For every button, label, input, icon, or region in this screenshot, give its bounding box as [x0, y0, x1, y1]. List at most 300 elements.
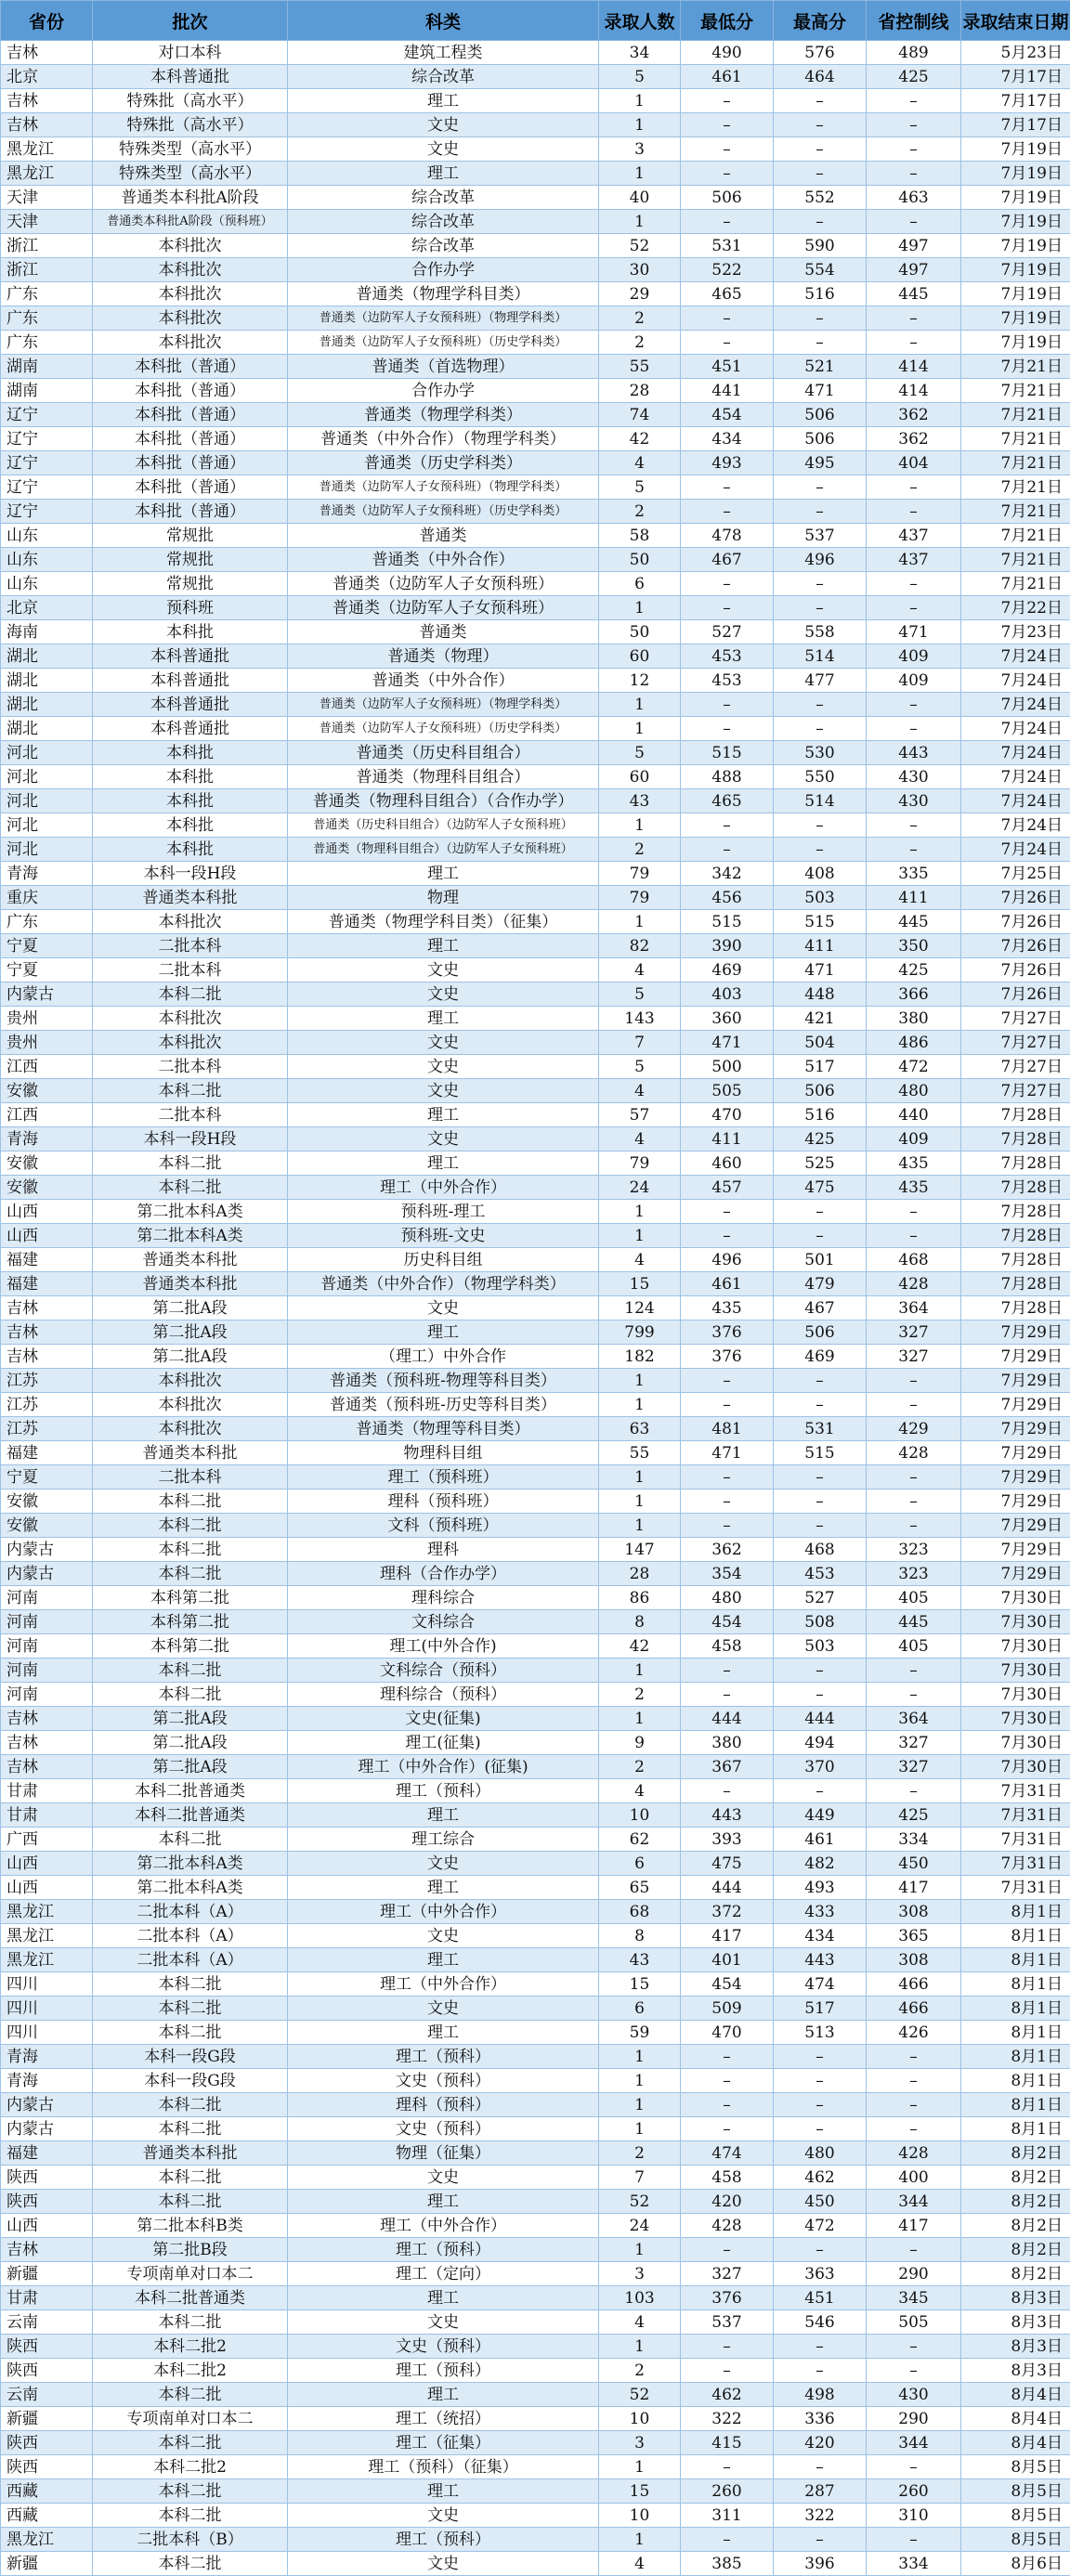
cell-admitted: 52: [599, 2383, 681, 2407]
cell-max-score: –: [774, 2069, 867, 2093]
cell-max-score: 521: [774, 355, 867, 379]
cell-province: 辽宁: [1, 500, 93, 524]
table-body: [1, 41, 1070, 2576]
cell-batch: 第二批A段: [93, 1731, 288, 1755]
cell-province: 安徽: [1, 1514, 93, 1538]
cell-admitted: 1: [599, 1393, 681, 1417]
cell-min-score: –: [681, 2528, 774, 2552]
cell-max-score: 517: [774, 1997, 867, 2021]
table-row: [1, 862, 1070, 886]
cell-category: 理科（预科）: [288, 2093, 599, 2117]
cell-province: 广东: [1, 282, 93, 306]
cell-batch: 本科一段G段: [93, 2069, 288, 2093]
table-row: [1, 2286, 1070, 2310]
cell-batch: 第二批B段: [93, 2238, 288, 2262]
cell-max-score: 396: [774, 2552, 867, 2576]
cell-control-line: 428: [867, 2141, 961, 2166]
cell-end-date: 7月31日: [961, 1852, 1070, 1876]
cell-max-score: 530: [774, 741, 867, 765]
cell-province: 贵州: [1, 1007, 93, 1031]
cell-category: 理工: [288, 2190, 599, 2214]
cell-max-score: 525: [774, 1151, 867, 1176]
cell-min-score: 478: [681, 524, 774, 548]
cell-province: 青海: [1, 2069, 93, 2093]
cell-max-score: 554: [774, 258, 867, 282]
cell-min-score: 465: [681, 789, 774, 813]
cell-control-line: 417: [867, 1876, 961, 1900]
cell-control-line: –: [867, 1779, 961, 1803]
cell-end-date: 7月28日: [961, 1127, 1070, 1151]
cell-batch: 本科二批2: [93, 2455, 288, 2479]
cell-control-line: 365: [867, 1924, 961, 1948]
cell-category: 理工: [288, 2383, 599, 2407]
cell-admitted: 1: [599, 1707, 681, 1731]
cell-category: 物理科目组: [288, 1441, 599, 1465]
cell-admitted: 1: [599, 2238, 681, 2262]
cell-province: 山东: [1, 572, 93, 596]
cell-admitted: 6: [599, 1852, 681, 1876]
cell-control-line: 497: [867, 258, 961, 282]
table-row: [1, 1127, 1070, 1151]
cell-max-score: –: [774, 1683, 867, 1707]
cell-admitted: 5: [599, 1055, 681, 1079]
cell-min-score: 453: [681, 669, 774, 693]
cell-province: 吉林: [1, 113, 93, 137]
cell-control-line: –: [867, 2069, 961, 2093]
cell-category: 普通类: [288, 620, 599, 644]
cell-max-score: –: [774, 2359, 867, 2383]
cell-min-score: 367: [681, 1755, 774, 1779]
cell-end-date: 8月2日: [961, 2141, 1070, 2166]
cell-max-score: 471: [774, 379, 867, 403]
cell-province: 内蒙古: [1, 1562, 93, 1586]
cell-control-line: –: [867, 331, 961, 355]
cell-min-score: 393: [681, 1828, 774, 1852]
cell-batch: 本科二批: [93, 1490, 288, 1514]
table-row: [1, 1103, 1070, 1127]
cell-batch: 本科二批普通类: [93, 2286, 288, 2310]
cell-admitted: 3: [599, 2262, 681, 2286]
cell-max-score: 464: [774, 65, 867, 89]
cell-max-score: –: [774, 1465, 867, 1490]
cell-end-date: 7月24日: [961, 789, 1070, 813]
cell-province: 北京: [1, 596, 93, 620]
cell-control-line: 345: [867, 2286, 961, 2310]
cell-control-line: –: [867, 1490, 961, 1514]
cell-province: 黑龙江: [1, 137, 93, 162]
cell-end-date: 7月26日: [961, 958, 1070, 982]
cell-category: 文史: [288, 2504, 599, 2528]
cell-control-line: 350: [867, 934, 961, 958]
cell-end-date: 7月21日: [961, 451, 1070, 475]
cell-end-date: 7月28日: [961, 1176, 1070, 1200]
cell-control-line: 290: [867, 2262, 961, 2286]
cell-category: 文科（预科班）: [288, 1514, 599, 1538]
cell-province: 山东: [1, 524, 93, 548]
cell-admitted: 3: [599, 137, 681, 162]
cell-admitted: 29: [599, 282, 681, 306]
cell-batch: 本科普通批: [93, 717, 288, 741]
cell-max-score: 495: [774, 451, 867, 475]
cell-province: 西藏: [1, 2479, 93, 2504]
table-row: [1, 2431, 1070, 2455]
cell-end-date: 7月29日: [961, 1562, 1070, 1586]
cell-max-score: –: [774, 1779, 867, 1803]
cell-batch: 第二批A段: [93, 1321, 288, 1345]
table-row: [1, 1441, 1070, 1465]
cell-admitted: 79: [599, 862, 681, 886]
cell-control-line: 468: [867, 1248, 961, 1272]
cell-category: 文史: [288, 1031, 599, 1055]
cell-min-score: –: [681, 572, 774, 596]
cell-min-score: 469: [681, 958, 774, 982]
cell-end-date: 7月30日: [961, 1731, 1070, 1755]
cell-category: 综合改革: [288, 210, 599, 234]
table-row: [1, 1683, 1070, 1707]
cell-admitted: 1: [599, 2069, 681, 2093]
cell-end-date: 7月19日: [961, 137, 1070, 162]
cell-batch: 二批本科（A）: [93, 1924, 288, 1948]
cell-category: 文史: [288, 1055, 599, 1079]
cell-admitted: 6: [599, 1997, 681, 2021]
cell-admitted: 10: [599, 1803, 681, 1828]
cell-max-score: 420: [774, 2431, 867, 2455]
cell-min-score: –: [681, 2359, 774, 2383]
cell-min-score: 376: [681, 2286, 774, 2310]
table-row: [1, 1151, 1070, 1176]
cell-batch: 普通类本科批: [93, 1248, 288, 1272]
cell-admitted: 74: [599, 403, 681, 427]
cell-min-score: –: [681, 2335, 774, 2359]
cell-province: 湖北: [1, 717, 93, 741]
cell-end-date: 5月23日: [961, 41, 1070, 65]
cell-max-score: –: [774, 596, 867, 620]
cell-end-date: 7月27日: [961, 1007, 1070, 1031]
cell-batch: 本科二批2: [93, 2359, 288, 2383]
cell-batch: 本科二批: [93, 1683, 288, 1707]
cell-batch: 本科二批: [93, 2190, 288, 2214]
cell-control-line: 430: [867, 789, 961, 813]
cell-batch: 本科一段H段: [93, 862, 288, 886]
table-row: [1, 669, 1070, 693]
cell-batch: 普通类本科批: [93, 2141, 288, 2166]
cell-province: 江苏: [1, 1369, 93, 1393]
cell-end-date: 7月29日: [961, 1369, 1070, 1393]
cell-min-score: 470: [681, 2021, 774, 2045]
cell-province: 贵州: [1, 1031, 93, 1055]
cell-end-date: 8月1日: [961, 2021, 1070, 2045]
cell-control-line: –: [867, 1514, 961, 1538]
table-row: [1, 2383, 1070, 2407]
cell-batch: 本科二批: [93, 2504, 288, 2528]
cell-batch: 本科普通批: [93, 693, 288, 717]
cell-max-score: 322: [774, 2504, 867, 2528]
cell-max-score: –: [774, 113, 867, 137]
cell-province: 吉林: [1, 1707, 93, 1731]
cell-max-score: –: [774, 137, 867, 162]
cell-end-date: 8月1日: [961, 2045, 1070, 2069]
table-row: [1, 186, 1070, 210]
cell-batch: 本科第二批: [93, 1610, 288, 1634]
table-row: [1, 765, 1070, 789]
cell-admitted: 57: [599, 1103, 681, 1127]
cell-province: 山西: [1, 1200, 93, 1224]
cell-batch: 普通类本科批: [93, 1441, 288, 1465]
cell-end-date: 7月21日: [961, 355, 1070, 379]
cell-batch: 普通类本科批A阶段（预科班）: [93, 210, 288, 234]
cell-end-date: 7月17日: [961, 113, 1070, 137]
cell-province: 安徽: [1, 1151, 93, 1176]
table-row: [1, 934, 1070, 958]
table-row: [1, 2504, 1070, 2528]
cell-category: 理工（预科）: [288, 2359, 599, 2383]
cell-batch: 普通类本科批: [93, 1272, 288, 1296]
cell-end-date: 8月4日: [961, 2407, 1070, 2431]
cell-max-score: 450: [774, 2190, 867, 2214]
cell-max-score: 537: [774, 524, 867, 548]
header-end-date: 录取结束日期: [961, 1, 1070, 41]
cell-admitted: 1: [599, 1224, 681, 1248]
cell-batch: 常规批: [93, 524, 288, 548]
table-row: [1, 1659, 1070, 1683]
cell-category: 普通类（历史科目组合）（边防军人子女预科班）: [288, 813, 599, 838]
cell-admitted: 40: [599, 186, 681, 210]
cell-province: 青海: [1, 1127, 93, 1151]
table-row: [1, 451, 1070, 475]
cell-end-date: 7月17日: [961, 65, 1070, 89]
cell-min-score: 471: [681, 1031, 774, 1055]
cell-category: 理工（预科班）: [288, 1465, 599, 1490]
cell-end-date: 7月21日: [961, 427, 1070, 451]
cell-admitted: 86: [599, 1586, 681, 1610]
cell-end-date: 8月1日: [961, 2093, 1070, 2117]
cell-category: 普通类（物理）: [288, 644, 599, 669]
cell-category: 文史(征集): [288, 1707, 599, 1731]
table-row: [1, 210, 1070, 234]
cell-category: 理工(征集): [288, 1731, 599, 1755]
cell-max-score: 370: [774, 1755, 867, 1779]
cell-min-score: 444: [681, 1876, 774, 1900]
cell-admitted: 43: [599, 1948, 681, 1972]
table-row: [1, 427, 1070, 451]
cell-min-score: 417: [681, 1924, 774, 1948]
cell-batch: 本科批次: [93, 1417, 288, 1441]
table-row: [1, 258, 1070, 282]
cell-admitted: 52: [599, 2190, 681, 2214]
cell-admitted: 10: [599, 2407, 681, 2431]
cell-max-score: 411: [774, 934, 867, 958]
table-row: [1, 1755, 1070, 1779]
cell-category: 建筑工程类: [288, 41, 599, 65]
cell-admitted: 43: [599, 789, 681, 813]
cell-province: 吉林: [1, 89, 93, 113]
cell-end-date: 7月30日: [961, 1586, 1070, 1610]
table-row: [1, 524, 1070, 548]
cell-category: 合作办学: [288, 379, 599, 403]
cell-end-date: 8月6日: [961, 2552, 1070, 2576]
table-row: [1, 1393, 1070, 1417]
cell-batch: 本科二批: [93, 2021, 288, 2045]
table-row: [1, 1924, 1070, 1948]
cell-control-line: –: [867, 1465, 961, 1490]
cell-max-score: 462: [774, 2166, 867, 2190]
cell-province: 云南: [1, 2383, 93, 2407]
header-control-line: 省控制线: [867, 1, 961, 41]
cell-max-score: 493: [774, 1876, 867, 1900]
cell-admitted: 42: [599, 427, 681, 451]
cell-admitted: 1: [599, 596, 681, 620]
cell-category: 理工（中外合作）: [288, 2214, 599, 2238]
cell-control-line: –: [867, 500, 961, 524]
cell-admitted: 1: [599, 813, 681, 838]
cell-min-score: 390: [681, 934, 774, 958]
cell-max-score: 480: [774, 2141, 867, 2166]
cell-control-line: 405: [867, 1586, 961, 1610]
cell-control-line: –: [867, 2359, 961, 2383]
cell-control-line: 323: [867, 1538, 961, 1562]
cell-end-date: 7月27日: [961, 1055, 1070, 1079]
cell-batch: 本科二批2: [93, 2335, 288, 2359]
cell-category: 普通类（边防军人子女预科班）（物理学科类）: [288, 306, 599, 331]
cell-end-date: 7月29日: [961, 1417, 1070, 1441]
table-row: [1, 2528, 1070, 2552]
cell-end-date: 7月28日: [961, 1224, 1070, 1248]
cell-min-score: 411: [681, 1127, 774, 1151]
cell-admitted: 28: [599, 379, 681, 403]
cell-max-score: 453: [774, 1562, 867, 1586]
cell-admitted: 2: [599, 331, 681, 355]
cell-province: 四川: [1, 1972, 93, 1997]
cell-min-score: 458: [681, 2166, 774, 2190]
cell-max-score: –: [774, 1659, 867, 1683]
cell-end-date: 7月19日: [961, 186, 1070, 210]
cell-end-date: 7月30日: [961, 1659, 1070, 1683]
cell-min-score: 443: [681, 1803, 774, 1828]
cell-batch: 二批本科: [93, 958, 288, 982]
cell-min-score: –: [681, 1683, 774, 1707]
cell-max-score: 514: [774, 644, 867, 669]
cell-max-score: 443: [774, 1948, 867, 1972]
cell-min-score: –: [681, 113, 774, 137]
cell-admitted: 65: [599, 1876, 681, 1900]
cell-max-score: 467: [774, 1296, 867, 1321]
table-row: [1, 1176, 1070, 1200]
cell-admitted: 3: [599, 2431, 681, 2455]
cell-province: 吉林: [1, 1296, 93, 1321]
cell-end-date: 7月19日: [961, 306, 1070, 331]
header-province: 省份: [1, 1, 93, 41]
cell-control-line: 443: [867, 741, 961, 765]
cell-end-date: 7月24日: [961, 717, 1070, 741]
table-row: [1, 1369, 1070, 1393]
cell-min-score: 527: [681, 620, 774, 644]
cell-min-score: 470: [681, 1103, 774, 1127]
cell-province: 内蒙古: [1, 1538, 93, 1562]
cell-control-line: –: [867, 813, 961, 838]
cell-max-score: 531: [774, 1417, 867, 1441]
cell-max-score: 527: [774, 1586, 867, 1610]
header-max-score: 最高分: [774, 1, 867, 41]
cell-province: 福建: [1, 1248, 93, 1272]
cell-batch: 本科一段G段: [93, 2045, 288, 2069]
cell-batch: 本科二批: [93, 1562, 288, 1586]
cell-admitted: 8: [599, 1610, 681, 1634]
cell-min-score: 454: [681, 403, 774, 427]
table-row: [1, 741, 1070, 765]
cell-control-line: 327: [867, 1755, 961, 1779]
cell-batch: 本科第二批: [93, 1586, 288, 1610]
cell-province: 吉林: [1, 41, 93, 65]
cell-category: 普通类（物理科目组合）（边防军人子女预科班）: [288, 838, 599, 862]
cell-min-score: 385: [681, 2552, 774, 2576]
cell-control-line: 327: [867, 1321, 961, 1345]
cell-end-date: 7月23日: [961, 620, 1070, 644]
table-row: [1, 572, 1070, 596]
cell-admitted: 50: [599, 548, 681, 572]
cell-category: 理工: [288, 1948, 599, 1972]
cell-batch: 第二批A段: [93, 1345, 288, 1369]
table-row: [1, 1876, 1070, 1900]
cell-batch: 本科批: [93, 620, 288, 644]
table-row: [1, 2238, 1070, 2262]
cell-control-line: 497: [867, 234, 961, 258]
cell-province: 湖北: [1, 644, 93, 669]
cell-min-score: 454: [681, 1610, 774, 1634]
cell-max-score: 287: [774, 2479, 867, 2504]
cell-min-score: 456: [681, 886, 774, 910]
cell-category: 普通类（中外合作）（物理学科类）: [288, 1272, 599, 1296]
cell-min-score: 471: [681, 1441, 774, 1465]
cell-control-line: 409: [867, 644, 961, 669]
cell-min-score: 311: [681, 2504, 774, 2528]
cell-batch: 本科二批: [93, 2383, 288, 2407]
cell-batch: 本科批次: [93, 234, 288, 258]
cell-end-date: 7月21日: [961, 379, 1070, 403]
cell-province: 吉林: [1, 1731, 93, 1755]
cell-end-date: 7月26日: [961, 910, 1070, 934]
cell-end-date: 7月31日: [961, 1803, 1070, 1828]
table-row: [1, 113, 1070, 137]
cell-category: 综合改革: [288, 234, 599, 258]
cell-control-line: 400: [867, 2166, 961, 2190]
cell-control-line: 486: [867, 1031, 961, 1055]
cell-max-score: 408: [774, 862, 867, 886]
cell-batch: 本科二批: [93, 1079, 288, 1103]
cell-min-score: 451: [681, 355, 774, 379]
cell-max-score: –: [774, 2238, 867, 2262]
table-row: [1, 1465, 1070, 1490]
table-row: [1, 1490, 1070, 1514]
cell-max-score: –: [774, 89, 867, 113]
cell-end-date: 8月5日: [961, 2479, 1070, 2504]
cell-control-line: –: [867, 2117, 961, 2141]
cell-batch: 专项南单对口本二: [93, 2407, 288, 2431]
cell-max-score: 474: [774, 1972, 867, 1997]
cell-batch: 本科一段H段: [93, 1127, 288, 1151]
cell-control-line: 260: [867, 2479, 961, 2504]
cell-category: 理工（征集）: [288, 2431, 599, 2455]
cell-province: 山东: [1, 548, 93, 572]
cell-control-line: 335: [867, 862, 961, 886]
cell-control-line: 428: [867, 1272, 961, 1296]
cell-batch: 特殊类型（高水平）: [93, 137, 288, 162]
cell-end-date: 7月25日: [961, 862, 1070, 886]
table-row: [1, 789, 1070, 813]
cell-control-line: 435: [867, 1151, 961, 1176]
table-row: [1, 1248, 1070, 1272]
cell-end-date: 8月1日: [961, 1900, 1070, 1924]
cell-min-score: 441: [681, 379, 774, 403]
